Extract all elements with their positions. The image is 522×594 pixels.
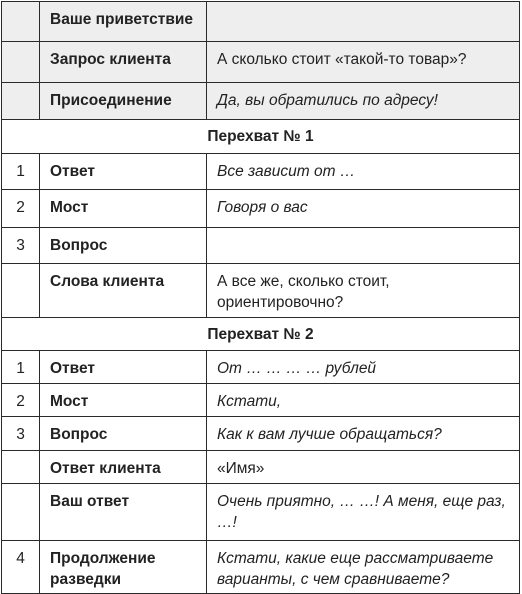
row-value: «Имя» <box>207 451 520 484</box>
row-value <box>207 2 520 42</box>
table-row <box>2 384 520 417</box>
row-label: Запрос клиента <box>40 42 207 83</box>
row-value: Кстати, <box>207 384 520 417</box>
sales-script-table <box>1 1 520 594</box>
row-value: А все же, сколько стоит, ориентировочно? <box>207 264 520 318</box>
row-number: 3 <box>2 417 40 451</box>
row-value: Кстати, какие еще рассматриваете варианты, с чем сравниваете? <box>207 541 520 594</box>
row-number <box>2 83 40 120</box>
row-label: Продолжение разведки <box>40 541 207 594</box>
table-row <box>2 228 520 264</box>
row-label: Ответ клиента <box>40 451 207 484</box>
row-label: Мост <box>40 384 207 417</box>
row-number <box>2 42 40 83</box>
row-value: Все зависит от … <box>207 154 520 190</box>
section-header: Перехват № 2 <box>2 318 520 351</box>
table-row <box>2 42 520 83</box>
row-label: Присоединение <box>40 83 207 120</box>
table-row <box>2 154 520 190</box>
row-number: 2 <box>2 190 40 228</box>
row-number <box>2 451 40 484</box>
section-header-row <box>2 120 520 154</box>
row-number <box>2 2 40 42</box>
table-row <box>2 83 520 120</box>
row-label: Вопрос <box>40 417 207 451</box>
row-number: 1 <box>2 351 40 384</box>
table-row <box>2 2 520 42</box>
row-value: Да, вы обратились по адресу! <box>207 83 520 120</box>
table-row <box>2 451 520 484</box>
row-number <box>2 264 40 318</box>
row-value <box>207 228 520 264</box>
row-number: 3 <box>2 228 40 264</box>
row-label: Ваш ответ <box>40 484 207 541</box>
row-value: От … … … … рублей <box>207 351 520 384</box>
row-number: 2 <box>2 384 40 417</box>
row-number: 1 <box>2 154 40 190</box>
row-value: Как к вам лучше обращаться? <box>207 417 520 451</box>
table-row <box>2 264 520 318</box>
row-label: Вопрос <box>40 228 207 264</box>
table-body <box>2 2 520 594</box>
row-label: Ответ <box>40 351 207 384</box>
table-row <box>2 351 520 384</box>
table-row <box>2 484 520 541</box>
row-number: 4 <box>2 541 40 594</box>
section-header-row <box>2 318 520 351</box>
section-header: Перехват № 1 <box>2 120 520 154</box>
row-value: Очень приятно, … …! А меня, еще раз, …! <box>207 484 520 541</box>
row-label: Ваше приветствие <box>40 2 207 42</box>
table-row <box>2 190 520 228</box>
row-value: Говоря о вас <box>207 190 520 228</box>
row-label: Слова клиента <box>40 264 207 318</box>
row-value: А сколько стоит «такой-то товар»? <box>207 42 520 83</box>
row-number <box>2 484 40 541</box>
row-label: Ответ <box>40 154 207 190</box>
row-label: Мост <box>40 190 207 228</box>
table-row <box>2 417 520 451</box>
table-row <box>2 541 520 594</box>
